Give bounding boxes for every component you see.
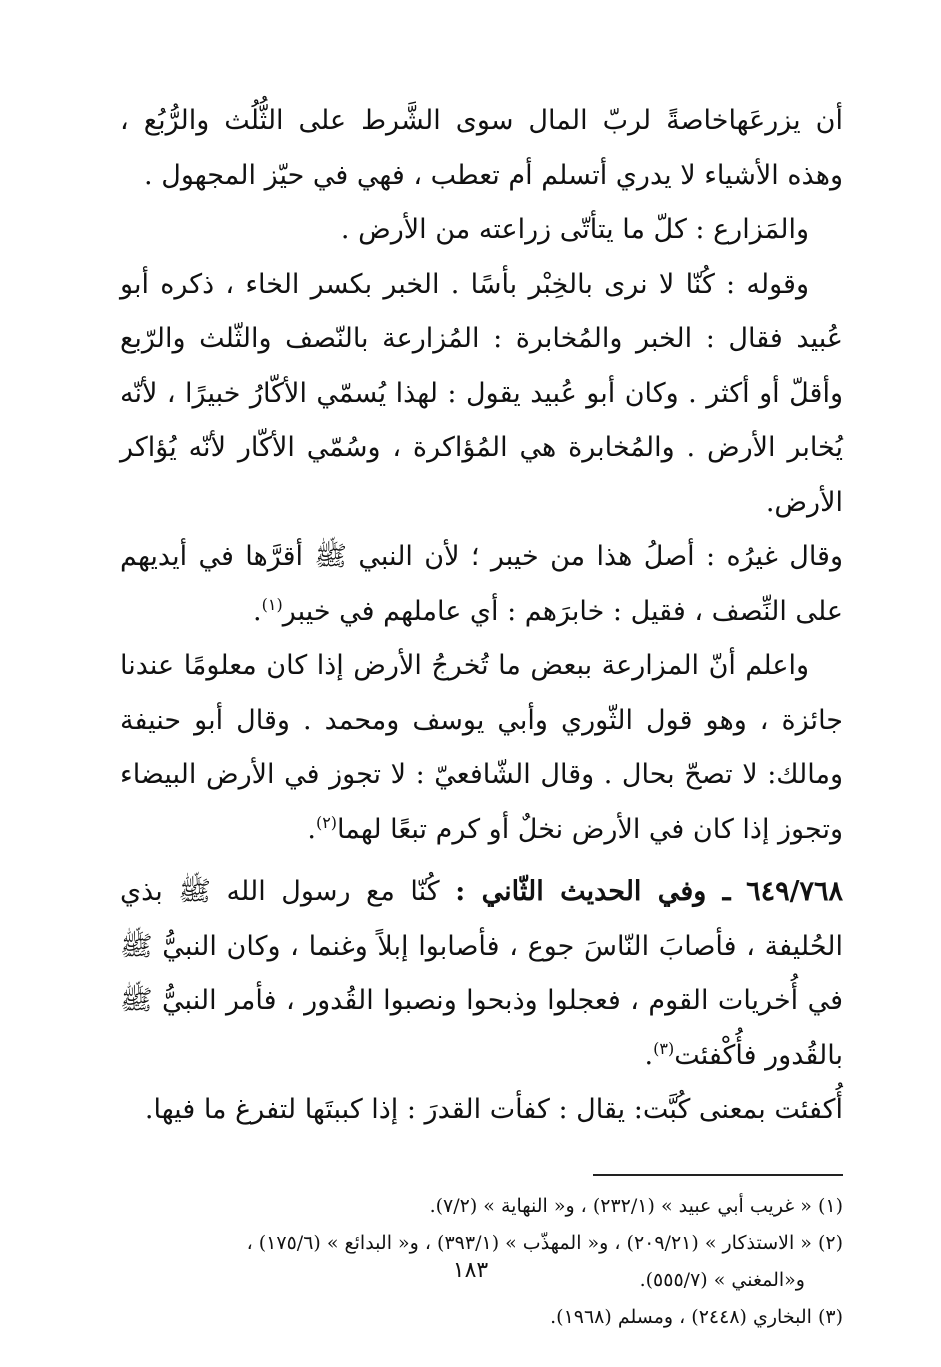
footnote-2: (٢) « الاستذكار » (٢٠٩/٢١) ، و« المهذّب » (٣٩٣/١) ، و« البدائع » (١٧٥/٦) ،	[246, 1231, 843, 1254]
footnote-1: (١) « غريب أبي عبيد » (٢٣٢/١) ، و« النهاية » (٧/٢).	[429, 1194, 843, 1217]
hadith-text: كُنّا مع رسول الله ﷺ بذي الحُليفة ، فأصابَ النّاسَ جوع ، فأصابوا إبلاً وغنما ، وكان النبيُّ ﷺ في أُخريات القوم ، فعجلوا وذبحوا ونصبوا القُدور ، فأمر النبيُّ ﷺ بالقُدور فأُكْفئت	[120, 876, 843, 1071]
paragraph-4-text: وقال غيرُه : أصلُ هذا من خيبر ؛ لأن النبي ﷺ أقرَّها في أيديهم على النِّصف ، فقيل : خابرَهم : أي عاملهم في خيبر	[120, 541, 843, 627]
footnote-ref-3: (٣)	[653, 1038, 675, 1058]
paragraph-1: أن يزرعَهاخاصةً لربّ المال سوى الشَّرط على الثُّلُث والرُّبُع ، وهذه الأشياء لا يدري أتسلم أم تعطب ، فهي في حيّز المجهول .	[120, 105, 843, 191]
footnote-ref-1: (١)	[261, 594, 283, 614]
footnote-ref-2: (٢)	[315, 812, 338, 832]
page-number: ١٨٣	[452, 1258, 489, 1283]
hadith-heading: ـ وفي الحديث الثّاني :	[455, 876, 731, 907]
hadith-number: ٦٤٩/٧٦٨	[746, 876, 843, 907]
paragraph-6: أُكفئت بمعنى كُبَّت: يقال : كفأت القدرَ : إذا كببتَها لتفرغ ما فيها.	[144, 1094, 843, 1125]
footnote-2-continued: و«المغني » (٥٥٥/٧).	[639, 1268, 805, 1291]
paragraph-5-text: واعلم أنّ المزارعة ببعض ما تُخرجُ الأرض إذا كان معلومًا عندنا جائزة ، وهو قول الثّوري وأبي يوسف ومحمد . وقال أبو حنيفة ومالك: لا تصحّ بحال . وقال الشّافعيّ : لا تجوز في الأرض البيضاء وتجوز إذا كان في الأرض نخلٌ أو كرم تبعًا لهما	[120, 650, 843, 845]
paragraph-4: وقال غيرُه : أصلُ هذا من خيبر ؛ لأن النبي ﷺ أقرَّها في أيديهم على النِّصف ، فقيل : خابرَهم : أي عاملهم في خيبر$^{(١)}$.	[120, 541, 843, 627]
footnote-divider	[593, 1174, 843, 1176]
paragraph-5: واعلم أنّ المزارعة ببعض ما تُخرجُ الأرض إذا كان معلومًا عندنا جائزة ، وهو قول الثّوري وأبي يوسف ومحمد . وقال أبو حنيفة ومالك: لا تصحّ بحال . وقال الشّافعيّ : لا تجوز في الأرض البيضاء وتجوز إذا كان في الأرض نخلٌ أو كرم تبعًا لهما$^{(٢)}$.	[120, 650, 843, 845]
footnote-3: (٣) البخاري (٢٤٤٨) ، ومسلم (١٩٦٨).	[550, 1305, 843, 1328]
main-text	[120, 94, 843, 1138]
hadith-paragraph: ٦٤٩/٧٦٨ ـ وفي الحديث الثّاني : كُنّا مع رسول الله ﷺ بذي الحُليفة ، فأصابَ النّاسَ جوع ، فأصابوا إبلاً وغنما ، وكان النبيُّ ﷺ في أُخريات القوم ، فعجلوا وذبحوا ونصبوا القُدور ، فأمر النبيُّ ﷺ بالقُدور فأُكْفئت$^{(٣)}$.	[120, 876, 843, 1071]
paragraph-2: والمَزارع : كلّ ما يتأتّى زراعته من الأرض .	[340, 214, 809, 245]
paragraph-3: وقوله : كُنّا لا نرى بالخِبْر بأسًا . الخبر بكسر الخاء ، ذكره أبو عُبيد فقال : الخبر والمُخابرة : المُزارعة بالنّصف والثّلث والرّبع وأقلّ أو أكثر . وكان أبو عُبيد يقول : لهذا يُسمّي الأكّارُ خبيرًا ، لأنّه يُخابر الأرض . والمُخابرة هي المُؤاكرة ، وسُمّي الأكّار لأنّه يُؤاكر الأرض.	[120, 268, 843, 518]
